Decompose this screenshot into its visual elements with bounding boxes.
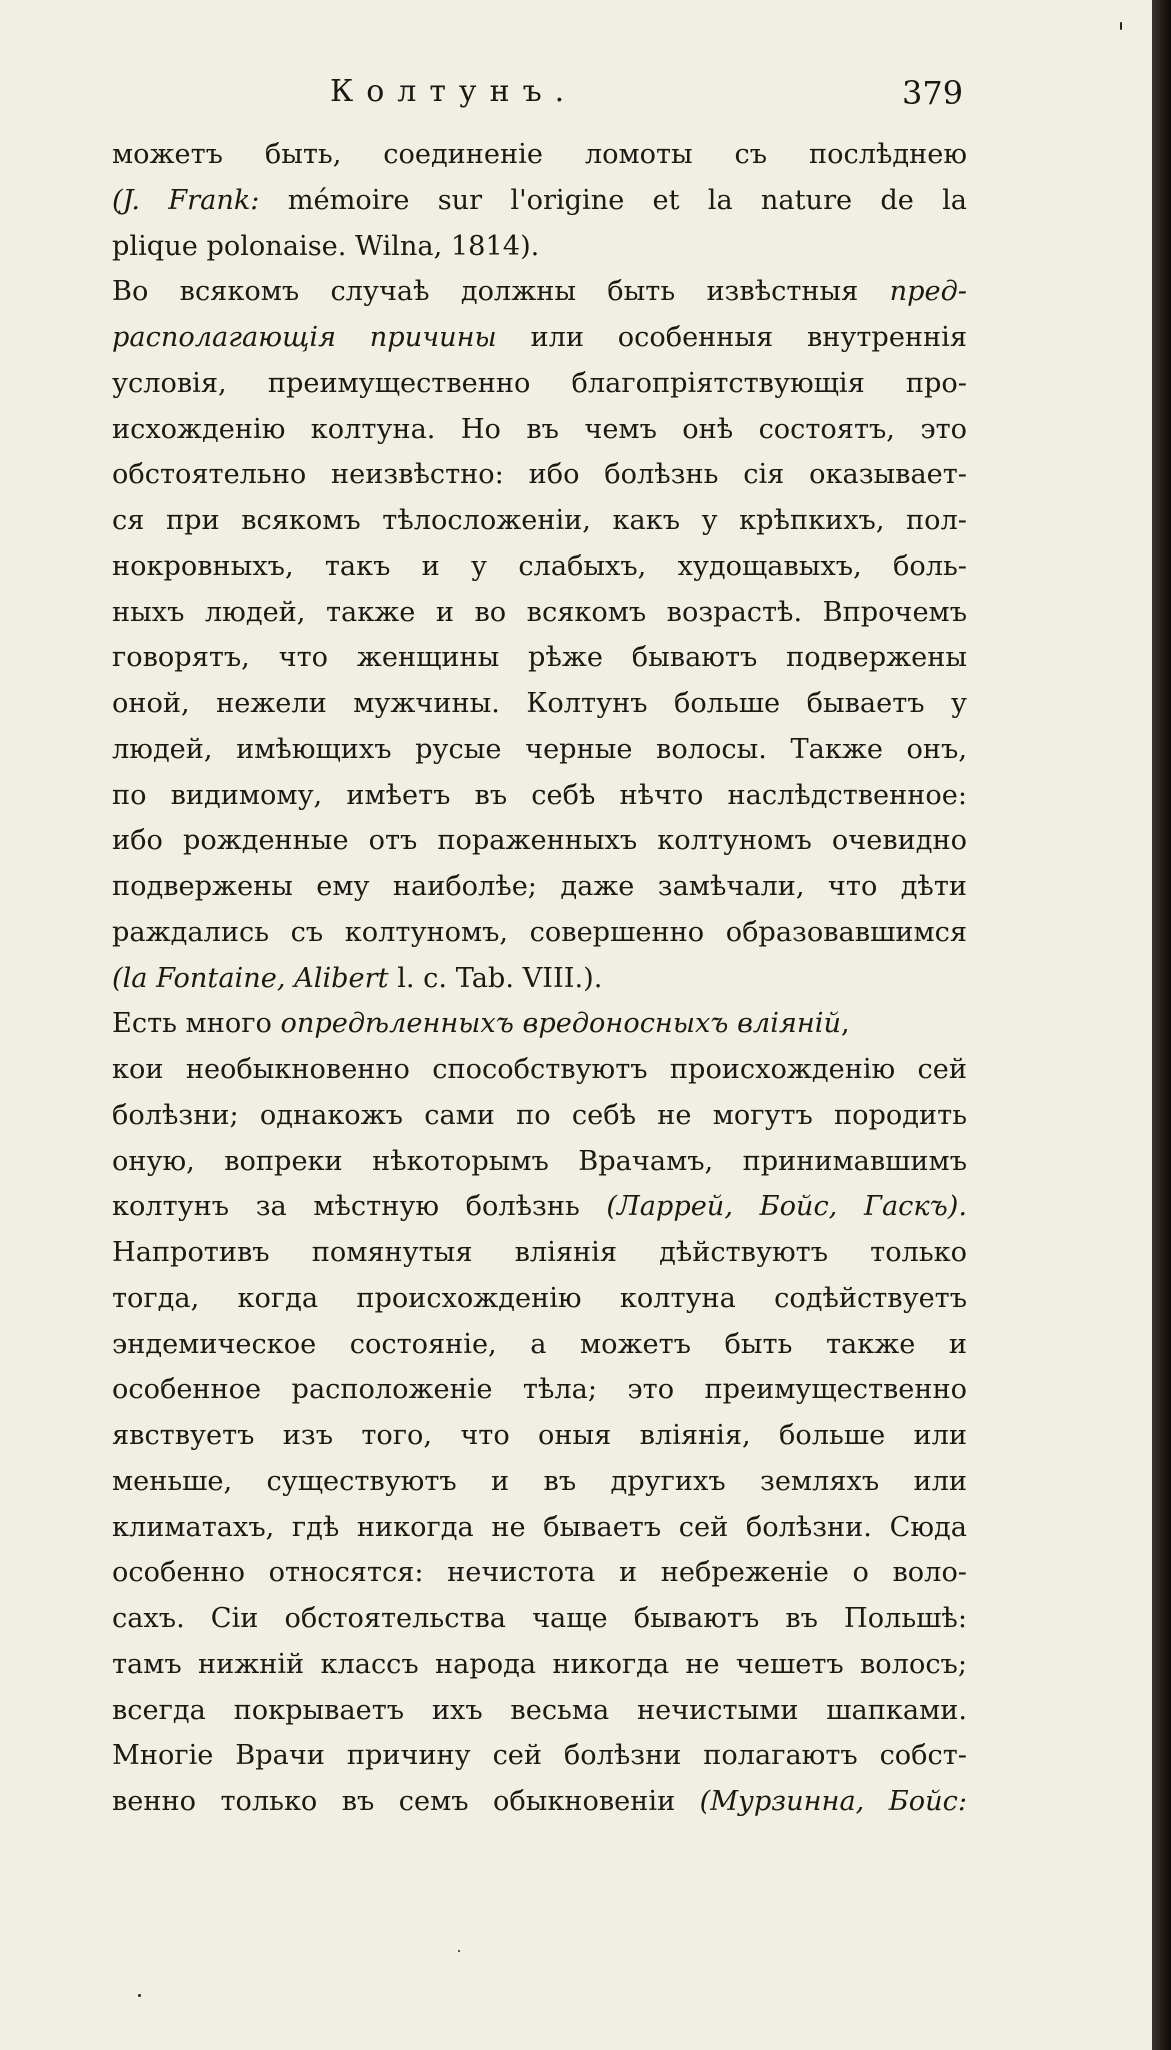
text-run: меньше, существуютъ и въ другихъ земляхъ или [112, 1465, 967, 1497]
text-line [112, 407, 967, 453]
text-run: оной, нежели мужчины. Колтунъ больше бываетъ у [112, 688, 967, 719]
text-line [112, 1184, 967, 1230]
text-run: тамъ нижній классъ народа никогда не чешетъ волосъ; [112, 1648, 967, 1680]
text-run: венно только въ семъ обыкновеніи [112, 1786, 700, 1817]
page-number: 379 [902, 74, 964, 112]
text-run: колтунъ за мѣстную болѣзнь [112, 1191, 607, 1223]
text-run: кои необыкновенно способствуютъ происхожденію сей [112, 1054, 967, 1085]
text-line [112, 1367, 967, 1413]
italic-run: (Ларрей, Бойс, Гаскъ). [606, 1191, 967, 1223]
text-line [112, 1596, 967, 1642]
text-run: раждались съ колтуномъ, совершенно образовавшимся [112, 916, 967, 948]
text-run: plique polonaise. Wilna, 1814). [112, 230, 540, 262]
text-run: тогда, когда происхожденію колтуна содѣйствуетъ [112, 1282, 967, 1314]
text-run: Многіе Врачи причину сей болѣзни полагаютъ собст- [112, 1740, 967, 1772]
text-run: Есть много [112, 1008, 281, 1040]
text-line [112, 452, 967, 498]
text-line [112, 727, 967, 773]
running-title: Колтунъ. [330, 74, 578, 109]
text-run: или особенныя внутреннія [496, 322, 968, 353]
text-run: подвержены ему наиболѣе; даже замѣчали, что дѣти [112, 871, 967, 902]
text-run: всегда покрываетъ ихъ весьма нечистыми шапками. [112, 1694, 967, 1726]
text-run: можетъ быть, соединеніе ломоты съ послѣднею [112, 139, 967, 170]
text-line [112, 818, 967, 864]
text-line [112, 910, 967, 956]
text-line [112, 178, 967, 224]
text-run: говорятъ, что женщины рѣже бываютъ подвержены [112, 642, 967, 674]
text-run: сахъ. Сіи обстоятельства чаще бываютъ въ Польшѣ: [112, 1603, 967, 1634]
text-line [112, 132, 967, 178]
text-line [112, 1230, 967, 1276]
italic-run: располагающія причины [112, 322, 497, 353]
text-run: Во всякомъ случаѣ должны быть извѣстныя [112, 276, 890, 308]
text-line [112, 1413, 967, 1459]
italic-run: (la Fontaine, Alibert [112, 962, 389, 994]
text-run: l. c. Tab. VIII.). [388, 962, 603, 994]
text-run: болѣзни; однакожъ сами по себѣ не могутъ породить [112, 1099, 967, 1131]
text-line [112, 1047, 967, 1093]
text-run: явствуетъ изъ того, что оныя вліянія, больше или [112, 1420, 967, 1451]
text-line [112, 773, 967, 819]
text-line [112, 1688, 967, 1734]
text-line [112, 269, 967, 315]
text-line [112, 1139, 967, 1185]
text-line [112, 635, 967, 681]
ink-speck [138, 1994, 141, 1997]
text-run: исхожденію колтуна. Но въ чемъ онѣ состоятъ, это [112, 413, 967, 445]
text-line [112, 1505, 967, 1551]
text-line [112, 1733, 967, 1779]
text-run: , [841, 1008, 850, 1040]
italic-run: опредѣленныхъ вредоносныхъ вліяній [280, 1008, 842, 1040]
ink-speck [1120, 22, 1122, 30]
text-run: обстоятельно неизвѣстно: ибо болѣзнь сія оказывает- [112, 459, 967, 491]
text-run: ныхъ людей, также и во всякомъ возрастѣ. Впрочемъ [112, 596, 967, 628]
text-line [112, 1276, 967, 1322]
text-line [112, 681, 967, 727]
text-run: ся при всякомъ тѣлосложеніи, какъ у крѣпкихъ, пол- [112, 505, 967, 536]
running-head [0, 74, 1152, 124]
text-line [112, 361, 967, 407]
text-line [112, 224, 967, 270]
body-text [112, 132, 967, 1825]
text-run: эндемическое состояніе, а можетъ быть также и [112, 1328, 967, 1360]
text-run: особенно относятся: нечистота и небреженіе о воло- [112, 1557, 967, 1589]
text-line [112, 1550, 967, 1596]
text-run: оную, вопреки нѣкоторымъ Врачамъ, принимавшимъ [112, 1145, 967, 1177]
text-run: особенное расположеніе тѣла; это преимущественно [112, 1374, 967, 1406]
text-line [112, 498, 967, 544]
text-run: ибо рожденные отъ пораженныхъ колтуномъ очевидно [112, 825, 967, 857]
text-line [112, 1642, 967, 1688]
ink-speck [458, 1950, 460, 1952]
text-line [112, 544, 967, 590]
text-run: mémoire sur l'origine et la nature de la [259, 184, 967, 216]
italic-run: (J. Frank: [112, 184, 260, 216]
italic-run: пред- [889, 276, 967, 308]
text-line [112, 1779, 967, 1825]
text-line [112, 315, 967, 361]
text-run: климатахъ, гдѣ никогда не бываетъ сей болѣзни. Сюда [112, 1511, 967, 1543]
text-line [112, 1001, 967, 1047]
text-run: Напротивъ помянутыя вліянія дѣйствуютъ только [112, 1237, 967, 1268]
text-run: по видимому, имѣетъ въ себѣ нѣчто наслѣдственное: [112, 779, 967, 811]
text-line [112, 864, 967, 910]
text-line [112, 590, 967, 636]
text-line [112, 1093, 967, 1139]
text-line [112, 1459, 967, 1505]
text-line [112, 956, 967, 1002]
text-run: людей, имѣющихъ русые черные волосы. Также онъ, [112, 733, 967, 765]
page-edge-shadow [1152, 0, 1171, 2050]
text-run: нокровныхъ, такъ и у слабыхъ, худощавыхъ, боль- [112, 550, 967, 582]
text-run: условія, преимущественно благопріятствующія про- [112, 367, 967, 399]
italic-run: (Мурзинна, Бойс: [699, 1786, 967, 1817]
text-line [112, 1322, 967, 1368]
